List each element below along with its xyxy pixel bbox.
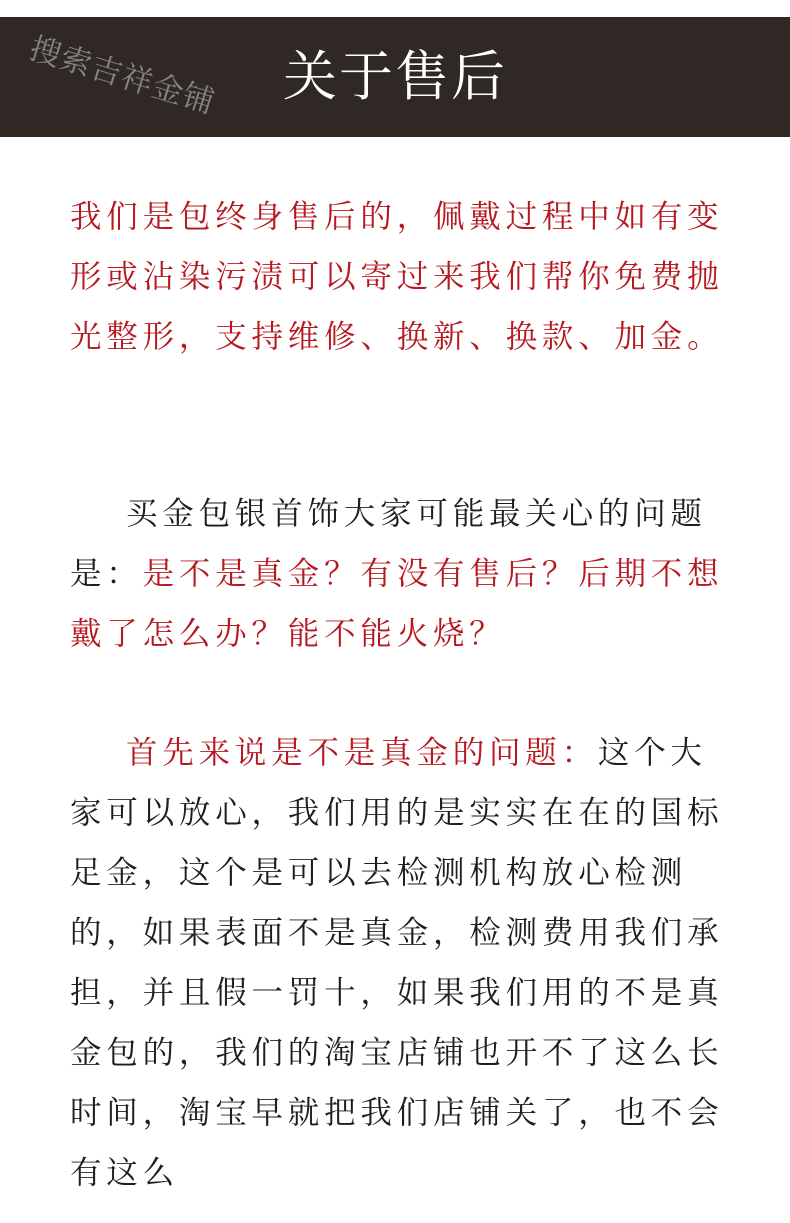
after-sales-text: 我们是包终身售后的，佩戴过程中如有变形或沾染污渍可以寄过来我们帮你免费抛光整形，支持维修、换新、换款、加金。: [70, 199, 724, 355]
real-gold-paragraph: [70, 723, 730, 1203]
header-banner: [0, 17, 790, 137]
concerns-lead: 买金包银首饰大家可能最关心的问题是：: [70, 496, 707, 592]
page-title: 关于售后: [283, 45, 507, 108]
watermark-text: 搜索吉祥金铺: [25, 30, 220, 122]
after-sales-paragraph: [70, 187, 730, 367]
real-gold-body: 这个大家可以放心，我们用的是实实在在的国标足金，这个是可以去检测机构放心检测的，如果表面不是真金，检测费用我们承担，并且假一罚十，如果我们用的不是真金包的，我们的淘宝店铺也开不了这么长时间，淘宝早就把我们店铺关了，也不会有这么: [70, 735, 724, 1191]
real-gold-heading: 首先来说是不是真金的问题：: [126, 735, 598, 771]
concerns-questions: 是不是真金？有没有售后？后期不想戴了怎么办？能不能火烧？: [70, 556, 724, 652]
concerns-paragraph: [70, 484, 730, 664]
